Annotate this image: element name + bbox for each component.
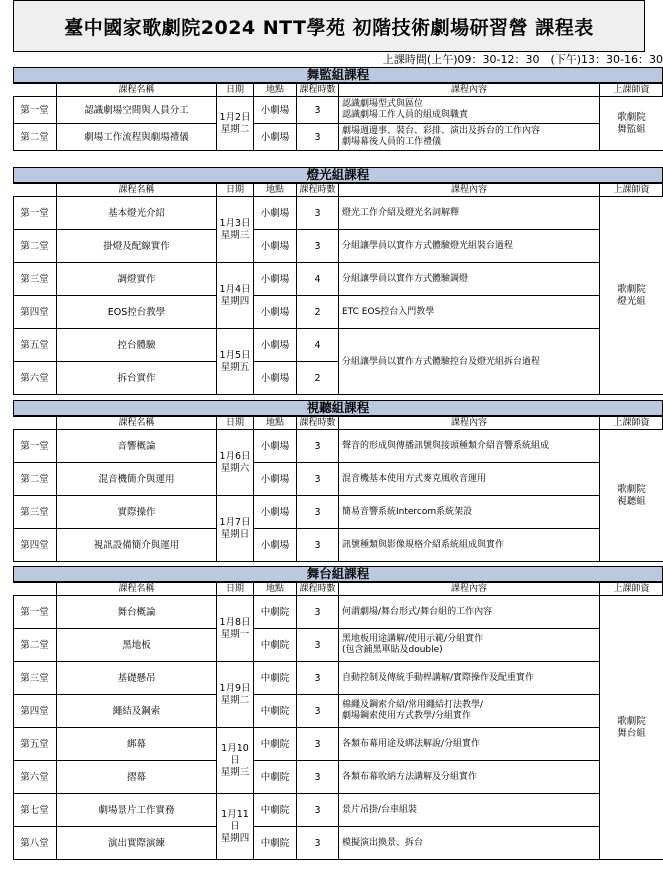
course-name: 視訊設備簡介與運用 [56, 529, 216, 562]
course-hours: 3 [296, 97, 338, 124]
session-label: 第五堂 [13, 329, 56, 362]
course-content: 各類布幕收納方法講解及分組實作 [338, 761, 599, 794]
table-row [13, 197, 663, 230]
course-content: 混音機基本使用方式麥克風收音運用 [338, 463, 599, 496]
column-header: 課程時數 [296, 84, 338, 97]
course-hours: 3 [296, 230, 338, 263]
group-3-header-row [13, 416, 663, 430]
date-cell: 1月2日 星期二 [216, 97, 253, 151]
course-name: 認識劇場空間與人員分工 [56, 97, 216, 124]
table-row [13, 124, 663, 151]
course-hours: 3 [296, 197, 338, 230]
table-row [13, 761, 663, 794]
venue: 小劇場 [253, 529, 296, 562]
course-name: 控台體驗 [56, 329, 216, 362]
column-header: 課程時數 [296, 583, 338, 596]
column-header: 上課師資 [599, 417, 663, 430]
venue: 中劇院 [253, 761, 296, 794]
table-row [13, 463, 663, 496]
column-header: 課程內容 [338, 417, 599, 430]
course-content: ETC EOS控台入門教學 [338, 296, 599, 329]
course-hours: 4 [296, 329, 338, 362]
group-1-header-row [13, 83, 663, 97]
teacher-cell: 歌劇院 舞監組 [599, 97, 663, 151]
course-hours: 3 [296, 529, 338, 562]
date-cell: 1月4日 星期四 [216, 263, 253, 329]
session-label: 第一堂 [13, 197, 56, 230]
course-name: 繩結及鋼索 [56, 695, 216, 728]
session-label: 第四堂 [13, 695, 56, 728]
course-hours: 3 [296, 662, 338, 695]
course-name: 舞台概論 [56, 596, 216, 629]
course-name: 混音機簡介與運用 [56, 463, 216, 496]
course-content: 分組讓學員以實作方式體驗控台及燈光組拆台過程 [338, 329, 599, 395]
venue: 中劇院 [253, 695, 296, 728]
column-header: 地點 [253, 417, 296, 430]
venue: 中劇院 [253, 596, 296, 629]
session-label: 第二堂 [13, 230, 56, 263]
date-cell: 1月6日 星期六 [216, 430, 253, 496]
session-label: 第五堂 [13, 728, 56, 761]
table-row [13, 794, 663, 827]
course-hours: 3 [296, 430, 338, 463]
course-hours: 3 [296, 629, 338, 662]
table-row [13, 728, 663, 761]
course-content: 聲音的形成與傳播訊號與接頭種類介紹音響系統組成 [338, 430, 599, 463]
venue: 中劇院 [253, 827, 296, 860]
session-label: 第四堂 [13, 296, 56, 329]
course-name: 演出實際演練 [56, 827, 216, 860]
course-name: 綁幕 [56, 728, 216, 761]
group-3-section-title: 視聽組課程 [13, 400, 663, 416]
table-row [13, 827, 663, 860]
course-hours: 2 [296, 296, 338, 329]
column-header: 課程名稱 [56, 417, 216, 430]
group-4-section-title: 舞台組課程 [13, 566, 663, 582]
course-content: 劇場週邊事、裝台、彩排、演出及拆台的工作內容 劇場幕後人員的工作禮儀 [338, 124, 599, 151]
column-header: 課程時數 [296, 184, 338, 197]
course-hours: 3 [296, 496, 338, 529]
course-hours: 3 [296, 124, 338, 151]
course-hours: 3 [296, 761, 338, 794]
course-content: 景片吊掛/台車組裝 [338, 794, 599, 827]
session-label: 第八堂 [13, 827, 56, 860]
table-row [13, 629, 663, 662]
table-row [13, 263, 663, 296]
column-header: 地點 [253, 184, 296, 197]
venue: 小劇場 [253, 496, 296, 529]
group-1-section-title: 舞監組課程 [13, 67, 663, 83]
course-name: 黑地板 [56, 629, 216, 662]
session-label: 第六堂 [13, 362, 56, 395]
venue: 小劇場 [253, 296, 296, 329]
course-hours: 2 [296, 362, 338, 395]
column-header: 地點 [253, 583, 296, 596]
course-name: 劇場景片工作實務 [56, 794, 216, 827]
session-label: 第四堂 [13, 529, 56, 562]
course-name: 實際操作 [56, 496, 216, 529]
course-content: 分組讓學員以實作方式體驗調燈 [338, 263, 599, 296]
table-row [13, 430, 663, 463]
column-header: 課程名稱 [56, 84, 216, 97]
course-name: 音響概論 [56, 430, 216, 463]
table-row [13, 529, 663, 562]
table-row [13, 496, 663, 529]
group-2-section-title: 燈光組課程 [13, 167, 663, 183]
course-content: 棉繩及鋼索介紹/常用繩結打法教學/ 劇場鋼索使用方式教學/分組實作 [338, 695, 599, 728]
session-label: 第一堂 [13, 97, 56, 124]
course-hours: 3 [296, 794, 338, 827]
venue: 小劇場 [253, 463, 296, 496]
date-cell: 1月3日 星期三 [216, 197, 253, 263]
session-label: 第二堂 [13, 463, 56, 496]
venue: 小劇場 [253, 329, 296, 362]
date-cell: 1月7日 星期日 [216, 496, 253, 562]
column-header: 地點 [253, 84, 296, 97]
column-header: 課程名稱 [56, 583, 216, 596]
table-row [13, 97, 663, 124]
course-name: 劇場工作流程與劇場禮儀 [56, 124, 216, 151]
class-time-note: 上課時間(上午)09：30-12：30 (下午)13：30-16：30 [382, 53, 663, 66]
column-header: 上課師資 [599, 84, 663, 97]
course-name: 調燈實作 [56, 263, 216, 296]
course-content: 黑地板用途講解/使用示範/分組實作 (包含鋪黑單貼及double) [338, 629, 599, 662]
venue: 中劇院 [253, 728, 296, 761]
venue: 中劇院 [253, 629, 296, 662]
course-name: 摺幕 [56, 761, 216, 794]
table-row [13, 596, 663, 629]
course-content: 自動控制及傳統手動桿講解/實際操作及配重實作 [338, 662, 599, 695]
course-content: 訊號種類與影像規格介紹系統組成與實作 [338, 529, 599, 562]
course-content: 各類布幕用途及綁法解說/分組實作 [338, 728, 599, 761]
column-header: 課程內容 [338, 84, 599, 97]
session-label: 第二堂 [13, 124, 56, 151]
date-cell: 1月10日 星期三 [216, 728, 253, 794]
course-content: 分組讓學員以實作方式體驗燈光組裝台過程 [338, 230, 599, 263]
venue: 小劇場 [253, 124, 296, 151]
course-content: 模擬演出換景、拆台 [338, 827, 599, 860]
course-hours: 3 [296, 463, 338, 496]
course-hours: 4 [296, 263, 338, 296]
session-label: 第一堂 [13, 430, 56, 463]
page-title: 臺中國家歌劇院2024 NTT學苑 初階技術劇場研習營 課程表 [13, 0, 645, 52]
session-label: 第六堂 [13, 761, 56, 794]
teacher-cell: 歌劇院 視聽組 [599, 430, 663, 562]
course-hours: 3 [296, 596, 338, 629]
date-cell: 1月11日 星期四 [216, 794, 253, 860]
course-hours: 3 [296, 695, 338, 728]
group-4-header-row [13, 582, 663, 596]
column-header: 課程名稱 [56, 184, 216, 197]
venue: 小劇場 [253, 263, 296, 296]
venue: 小劇場 [253, 97, 296, 124]
column-header: 日期 [216, 84, 253, 97]
table-row [13, 695, 663, 728]
course-name: 基礎懸吊 [56, 662, 216, 695]
venue: 小劇場 [253, 197, 296, 230]
table-row [13, 296, 663, 329]
venue: 中劇院 [253, 662, 296, 695]
course-content: 燈光工作介紹及燈光名詞解釋 [338, 197, 599, 230]
date-cell: 1月9日 星期二 [216, 662, 253, 728]
column-header: 上課師資 [599, 583, 663, 596]
table-row [13, 230, 663, 263]
session-label: 第三堂 [13, 496, 56, 529]
course-content: 何謂劇場/舞台形式/舞台組的工作內容 [338, 596, 599, 629]
course-content: 認識劇場型式與區位 認識劇場工作人員的組成與職責 [338, 97, 599, 124]
course-content: 簡易音響系統Intercom系統架設 [338, 496, 599, 529]
course-hours: 3 [296, 728, 338, 761]
course-hours: 3 [296, 827, 338, 860]
teacher-cell: 歌劇院 舞台組 [599, 596, 663, 860]
column-header: 日期 [216, 184, 253, 197]
date-cell: 1月5日 星期五 [216, 329, 253, 395]
date-cell: 1月8日 星期一 [216, 596, 253, 662]
venue: 小劇場 [253, 362, 296, 395]
column-header: 課程內容 [338, 184, 599, 197]
column-header: 日期 [216, 583, 253, 596]
column-header: 日期 [216, 417, 253, 430]
session-label: 第一堂 [13, 596, 56, 629]
column-header: 課程時數 [296, 417, 338, 430]
table-row [13, 662, 663, 695]
course-name: 掛燈及配線實作 [56, 230, 216, 263]
teacher-cell: 歌劇院 燈光組 [599, 197, 663, 395]
column-header: 課程內容 [338, 583, 599, 596]
course-name: 拆台實作 [56, 362, 216, 395]
course-name: EOS控台教學 [56, 296, 216, 329]
session-label: 第七堂 [13, 794, 56, 827]
venue: 中劇院 [253, 794, 296, 827]
column-header: 上課師資 [599, 184, 663, 197]
session-label: 第三堂 [13, 662, 56, 695]
course-name: 基本燈光介紹 [56, 197, 216, 230]
group-2-header-row [13, 183, 663, 197]
venue: 小劇場 [253, 230, 296, 263]
session-label: 第三堂 [13, 263, 56, 296]
venue: 小劇場 [253, 430, 296, 463]
session-label: 第二堂 [13, 629, 56, 662]
